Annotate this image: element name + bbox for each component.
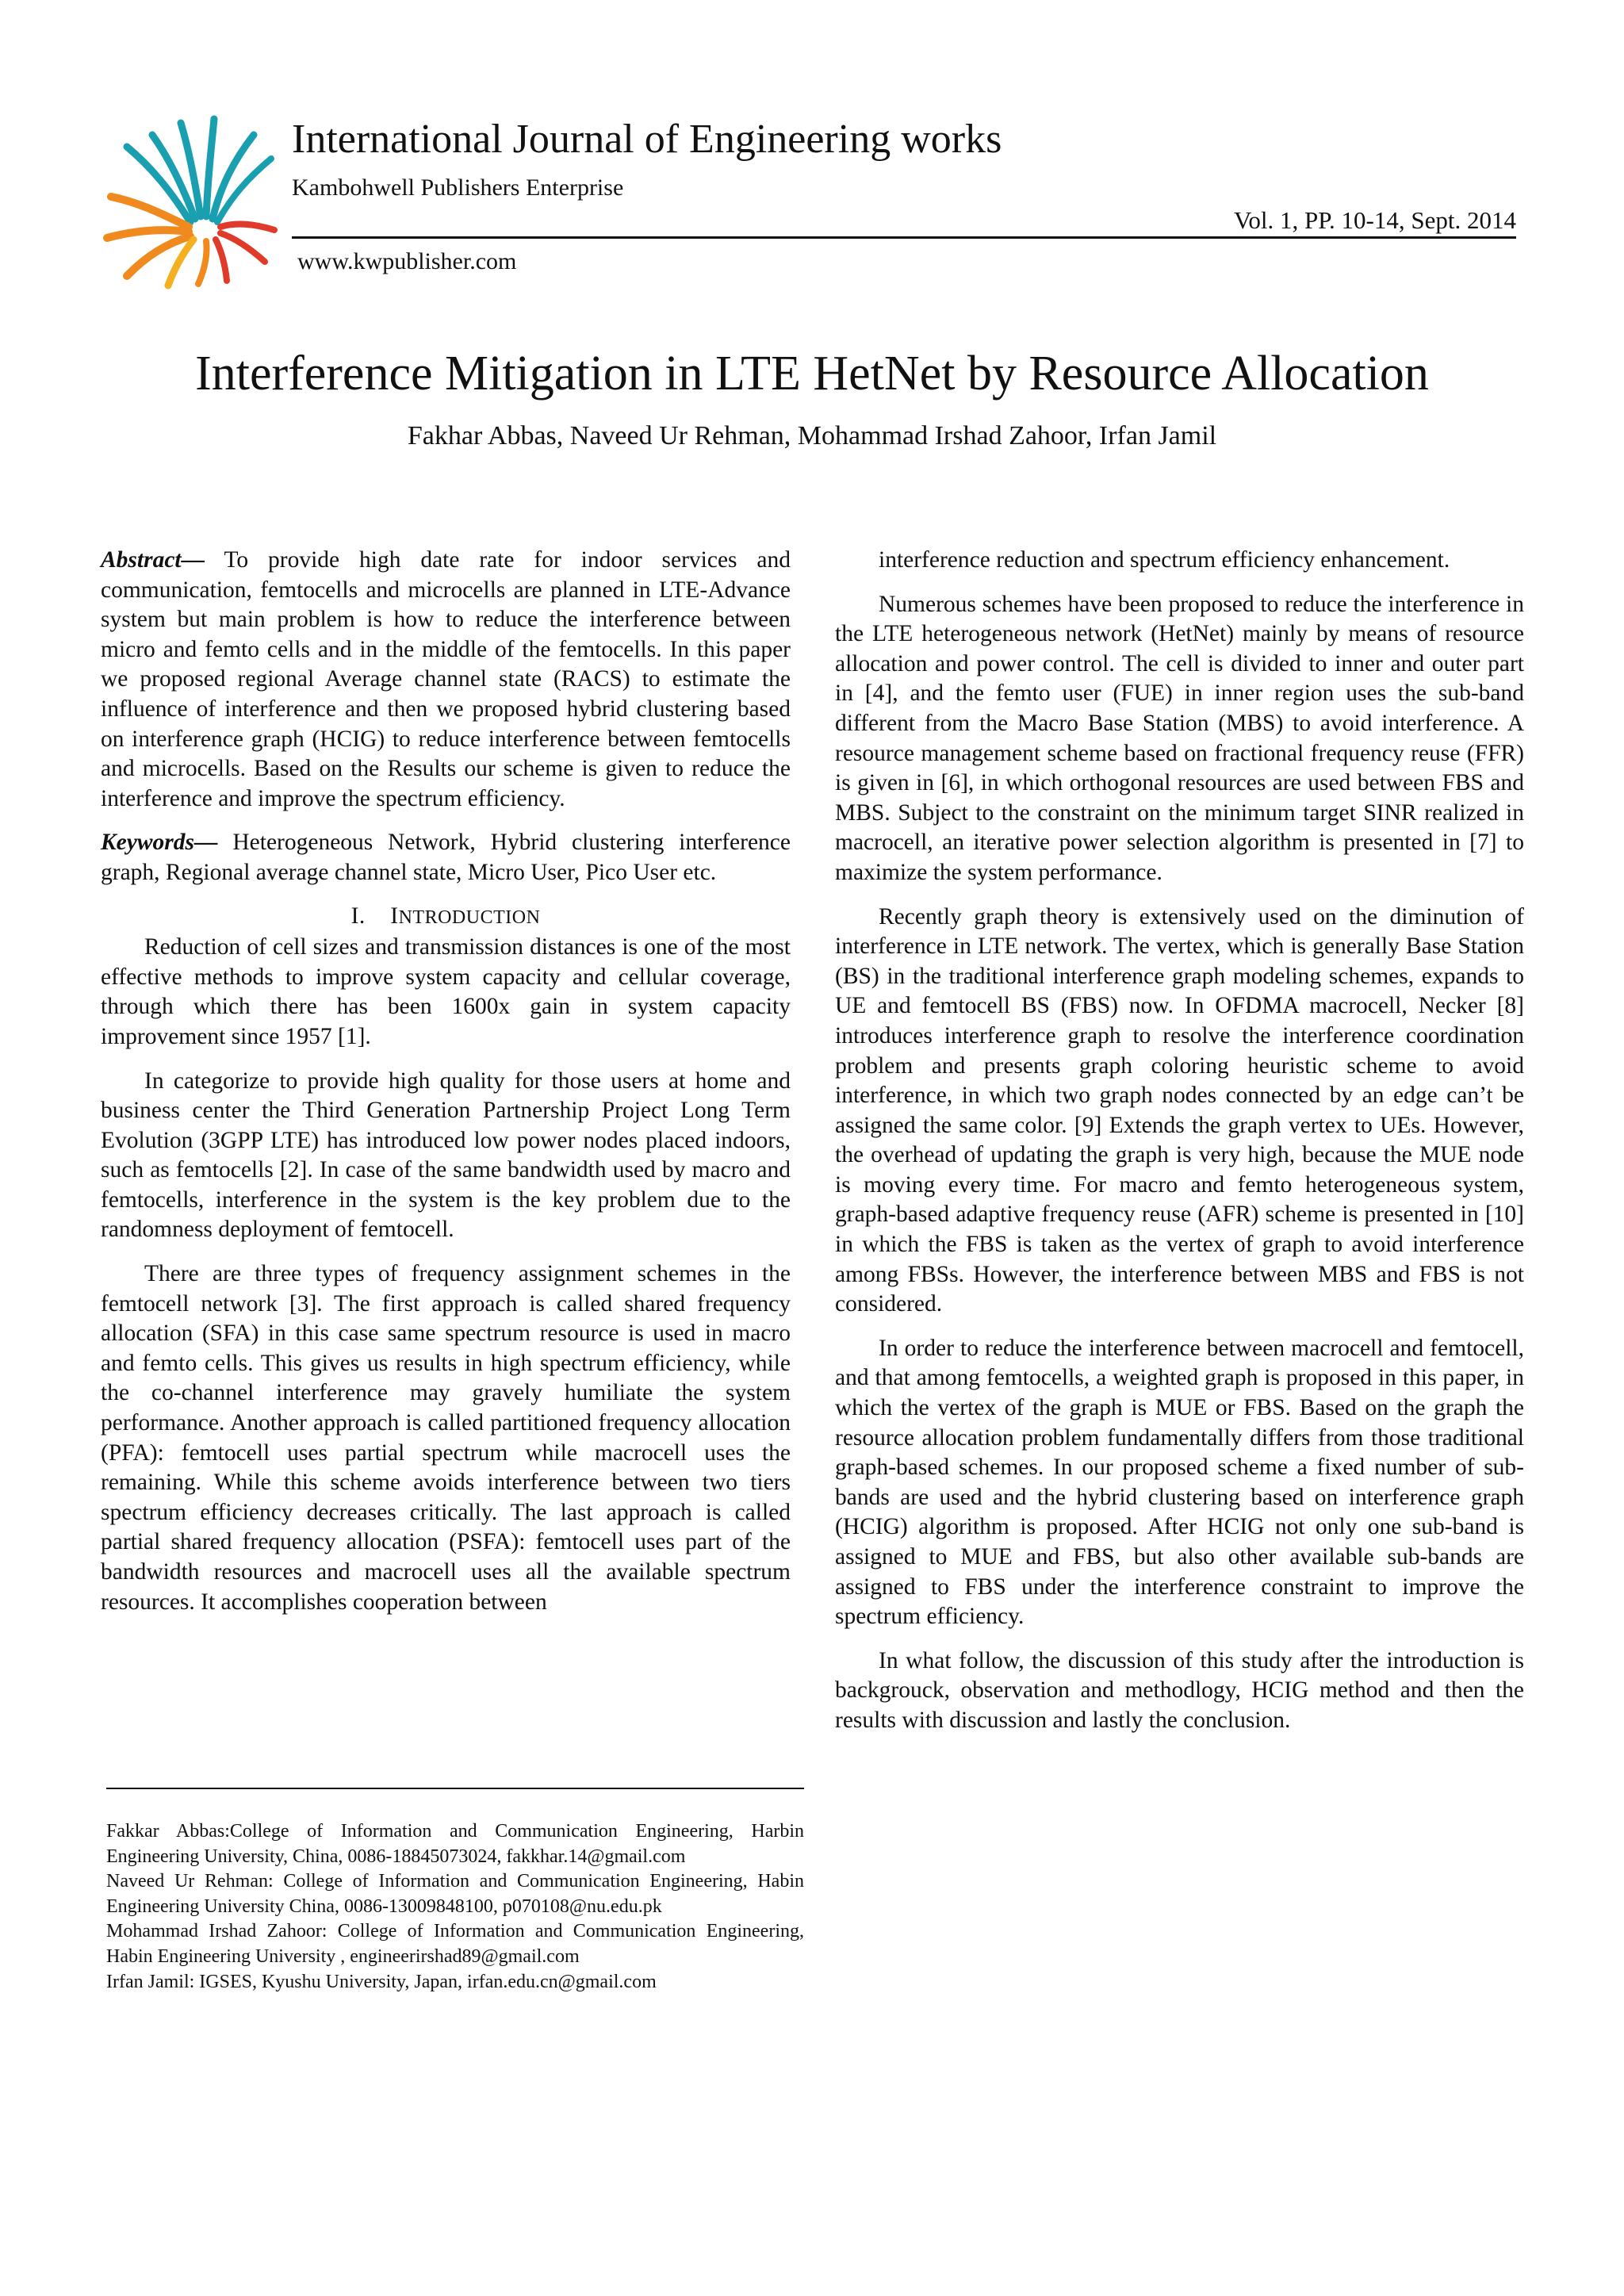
body-paragraph: Recently graph theory is extensively used on the diminution of interference in LTE network. The vertex, which is generally Base Station (BS) in the traditional interference graph modeling schemes, expands to UE and femtocell BS (FBS) now. In OFDMA macrocell, Necker [8] introduces interference graph to resolve the interference coordination problem and presents graph coloring heuristic scheme to avoid interference, in which two graph nodes connected by an edge can’t be assigned the same color. [9] Extends the graph vertex to UEs. However, the overhead of updating the graph is very high, because the MUE node is moving every time. For macro and femto heterogeneous system, graph-based adaptive frequency reuse (AFR) scheme is presented in [10] in which the FBS is taken as the vertex of graph to avoid interference among FBSs. However, the interference between MBS and FBS is not considered. (835, 903, 1524, 1317)
journal-name: International Journal of Engineering works (292, 117, 1002, 162)
abstract-text: To provide high date rate for indoor services and communication, femtocells and microcells are planned in LTE-Advance system but main problem is how to reduce the interference between micro and femto cells and in the middle of the femtocells. In this paper we proposed regional Average channel state (RACS) to estimate the influence of interference and then we proposed hybrid clustering based on interference graph (HCIG) to reduce interference between femtocells and microcells. Based on the Results our scheme is given to reduce the interference and improve the spectrum efficiency. (101, 547, 791, 811)
body-paragraph: In what follow, the discussion of this study after the introduction is backgrouck, observation and methodlogy, HCIG method and then the results with discussion and lastly the conclusion. (835, 1647, 1524, 1733)
paper-title: Interference Mitigation in LTE HetNet by Resource Allocation (195, 347, 1429, 401)
keywords-text: Heterogeneous Network, Hybrid clustering interference graph, Regional average channel state, Micro User, Pico User etc. (101, 830, 791, 885)
section-heading-introduction (101, 902, 791, 933)
publisher-name: Kambohwell Publishers Enterprise (292, 174, 624, 201)
right-column (835, 546, 1524, 1736)
header-rule (292, 236, 1516, 239)
left-column (101, 546, 791, 1617)
section-title-initial: I (390, 903, 399, 929)
body-paragraph: Numerous schemes have been proposed to reduce the interference in the LTE heterogeneous network (HetNet) mainly by means of resource allocation and power control. The cell is divided to inner and outer part in [4], and the femto user (FUE) in inner region uses the sub-band different from the Macro Base Station (MBS) to avoid interference. A resource management scheme based on fractional frequency reuse (FFR) is given in [6], in which orthogonal resources are used between FBS and MBS. Subject to the constraint on the minimum target SINR realized in macrocell, an iterative power selection algorithm is presented in [7] to maximize the system performance. (835, 591, 1524, 885)
publisher-website: www.kwpublisher.com (297, 248, 517, 274)
author-list: Fakhar Abbas, Naveed Ur Rehman, Mohammad Irshad Zahoor, Irfan Jamil (407, 421, 1217, 450)
section-title-rest: NTRODUCTION (398, 907, 541, 928)
footnote-rule (106, 1788, 804, 1789)
journal-logo-fan-icon (95, 103, 278, 289)
author-affiliations-footnote (106, 1819, 804, 1995)
body-paragraph: There are three types of frequency assignment schemes in the femtocell network [3]. The first approach is called shared frequency allocation (SFA) in this case same spectrum resource is used in macro and femto cells. This gives us results in high spectrum efficiency, while the co-channel interference may gravely humiliate the system performance. Another approach is called partitioned frequency allocation (PFA): femtocell uses partial spectrum while macrocell uses the remaining. While this scheme avoids interference between two tiers spectrum efficiency decreases critically. The last approach is called partial shared frequency allocation (PSFA): femtocell uses part of the bandwidth resources and macrocell uses all the available spectrum resources. It accomplishes cooperation between (101, 1261, 791, 1615)
abstract-label: Abstract— (101, 547, 205, 573)
body-paragraph: Reduction of cell sizes and transmission distances is one of the most effective methods to improve system capacity and cellular coverage, through which there has been 1600x gain in system capacity improvement since 1957 [1]. (101, 934, 791, 1049)
body-paragraph: In categorize to provide high quality for those users at home and business center the Third Generation Partnership Project Long Term Evolution (3GPP LTE) has introduced low power nodes placed indoors, such as femtocells [2]. In case of the same bandwidth used by macro and femtocells, interference in the system is the key problem due to the randomness deployment of femtocell. (101, 1068, 791, 1243)
volume-info: Vol. 1, PP. 10-14, Sept. 2014 (1234, 206, 1516, 234)
section-number: I. (350, 903, 366, 929)
footnote-line: Naveed Ur Rehman: College of Information and Communication Engineering, Habin Engineering University China, 0086-13009848100, p070108@nu.edu.pk (106, 1871, 804, 1917)
body-paragraph-continuation: interference reduction and spectrum efficiency enhancement. (879, 547, 1450, 573)
keywords (101, 828, 791, 887)
footnote-line: Fakkar Abbas:College of Information and Communication Engineering, Harbin Engineering University, China, 0086-18845073024, fakkhar.14@gmail.com (106, 1821, 804, 1867)
footnote-line: Irfan Jamil: IGSES, Kyushu University, Japan, irfan.edu.cn@gmail.com (106, 1971, 657, 1992)
journal-logo-graphic (95, 103, 278, 289)
keywords-label: Keywords— (101, 830, 218, 856)
footnote-line: Mohammad Irshad Zahoor: College of Information and Communication Engineering, Habin Engineering University , engineerirshad89@gmail.com (106, 1921, 804, 1967)
body-paragraph: In order to reduce the interference between macrocell and femtocell, and that among femtocells, a weighted graph is proposed in this paper, in which the vertex of the graph is MUE or FBS. Based on the graph the resource allocation problem fundamentally differs from those traditional graph-based schemes. In our proposed scheme a fixed number of sub-bands are used and the hybrid clustering based on interference graph (HCIG) algorithm is proposed. After HCIG not only one sub-band is assigned to MUE and FBS, but also other available sub-bands are assigned to FBS under the interference constraint to improve the spectrum efficiency. (835, 1335, 1524, 1630)
abstract (101, 546, 791, 814)
